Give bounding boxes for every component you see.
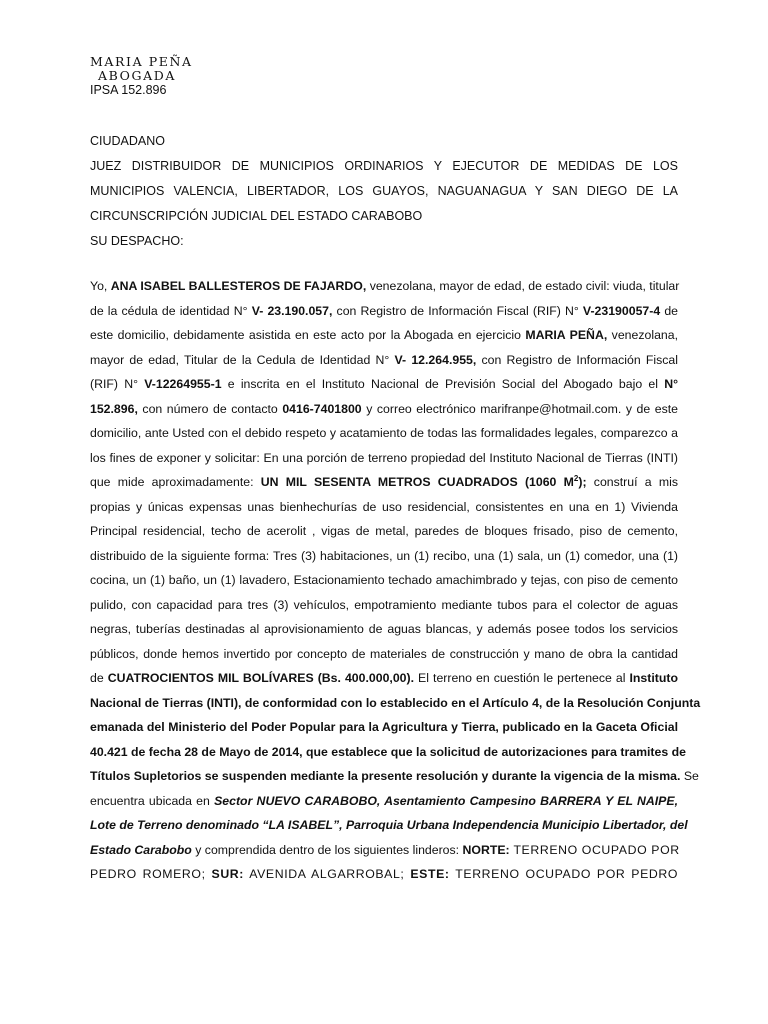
body-line [90,838,678,863]
body-line [90,397,678,422]
boundary-north-label: NORTE: [462,842,510,857]
text-run-bold-italic: Estado Carabobo [90,842,192,857]
text-run-bold: Títulos Supletorios se suspenden mediante la presente resolución y durante la vigencia de la misma. [90,769,681,783]
text-run: y correo electrónico marifranpe@hotmail.com. y de este [361,401,678,416]
body-line [90,789,678,814]
body-line [90,372,678,397]
body-line-bold-italic: Lote de Terreno denominado “LA ISABEL”, Parroquia Urbana Independencia Municipio Libertador, del [90,818,688,832]
boundary-south-label: SUR: [211,867,244,881]
text-run: de la cédula de identidad N° [90,303,252,318]
addressee-line-3: CIRCUNSCRIPCIÓN JUDICIAL DEL ESTADO CARABOBO [90,209,423,223]
text-run: (RIF) N° [90,377,145,391]
body-line: domicilio, ante Usted con el debido respeto y acatamiento de todas las formalidades legales, comparezco a [90,426,678,440]
body-line [90,323,678,348]
body-line: públicos, donde hemos invertido por concepto de materiales de construcción y mano de obra la cantidad [90,646,678,661]
text-run: este domicilio, debidamente asistida en este acto por la Abogada en ejercicio [90,328,526,342]
lawyer-rif: V-12264955-1 [144,377,222,391]
lawyer-ipsa-inline: 152.896, [90,401,138,416]
text-run: Yo, [90,279,111,293]
investment-amount: CUATROCIENTOS MIL BOLÍVARES (Bs. 400.000,00). [107,671,415,685]
body-line [90,274,678,299]
body-paragraph [90,274,701,887]
applicant-id: V- 23.190.057, [251,303,333,318]
text-run: construí a mis [586,475,678,489]
addressee-salutation: CIUDADANO [90,134,166,148]
superscript: 2 [573,473,579,483]
lawyer-id: V- 12.264.955, [394,352,477,367]
ipsa-number: IPSA 152.896 [90,83,167,97]
text-run: y comprendida dentro de los siguientes linderos: [191,842,463,857]
body-line [90,299,678,324]
applicant-rif: V-23190057-4 [582,303,661,318]
addressee-block [90,129,678,254]
text-run: con número de contacto [137,401,283,416]
text-run: TERRENO OCUPADO POR [509,842,680,857]
body-line [90,764,699,789]
body-line [90,862,678,887]
text-run: Se [680,769,699,783]
body-line [90,348,678,373]
text-run: mayor de edad, Titular de la Cedula de Identidad N° [90,352,395,367]
body-line: negras, tuberías destinadas al aprovisionamiento de aguas blancas, y además posee todos los servicios [90,622,678,636]
text-run: TERRENO OCUPADO POR PEDRO [449,867,678,881]
text-run: con Registro de Información Fiscal [476,352,678,367]
text-run: PEDRO ROMERO; [90,867,212,881]
body-line-bold: 40.421 de fecha 28 de Mayo de 2014, que establece que la solicitud de autorizaciones para tramites de [90,744,686,759]
body-line [90,666,678,691]
addressee-line-1: JUEZ DISTRIBUIDOR DE MUNICIPIOS ORDINARIOS Y EJECUTOR DE MEDIDAS DE LOS [90,159,678,173]
body-line-bold: emanada del Ministerio del Poder Popular para la Agricultura y Tierra, publicado en la Gaceta Oficial [90,720,678,734]
text-run: El terreno en cuestión le pertenece al [414,671,630,685]
lawyer-name: MARIA PEÑA [90,54,193,69]
body-line: Principal residencial, techo de acerolit , vigas de metal, paredes de bloques frisado, piso de cemento, [90,524,678,538]
land-area [261,475,587,489]
text-run-bold: UN MIL SESENTA METROS CUADRADOS (1060 M [260,475,574,489]
body-line: distribuido de la siguiente forma: Tres (3) habitaciones, un (1) recibo, una (1) sala, un (1) comedor, una (1) [90,548,678,563]
text-run: de [90,671,108,685]
boundary-east-label: ESTE: [410,867,450,881]
text-run-bold: ); [578,475,587,489]
text-run: venezolana, [607,328,679,342]
body-line [90,470,678,495]
text-run: AVENIDA ALGARROBAL; [243,867,411,881]
text-run: con Registro de Información Fiscal (RIF) N° [332,303,583,318]
property-location: Sector NUEVO CARABOBO, Asentamiento Campesino BARRERA Y EL NAIPE, [214,793,678,808]
text-run: que mide aproximadamente: [90,475,261,489]
applicant-name: ANA ISABEL BALLESTEROS DE FAJARDO, [110,279,367,293]
text-run: de [660,303,678,318]
addressee-line-2: MUNICIPIOS VALENCIA, LIBERTADOR, LOS GUAYOS, NAGUANAGUA Y SAN DIEGO DE LA [90,184,678,198]
lawyer-name-inline: MARIA PEÑA, [525,328,608,342]
body-line: pulido, con capacidad para tres (3) vehículos, empotramiento mediante tubos para el colector de aguas [90,597,678,612]
body-line-bold: Nacional de Tierras (INTI), de conformidad con lo establecido en el Artículo 4, de la Resolución Conjunta [90,695,701,710]
text-run: e inscrita en el Instituto Nacional de Previsión Social del Abogado bajo el [221,377,665,391]
text-run-bold: Instituto [629,671,678,685]
letterhead [90,54,390,98]
body-line: propias y únicas expensas unas bienhechurías de uso residencial, consistentes en una en 1) Vivienda [90,499,678,514]
addressee-office: SU DESPACHO: [90,234,184,248]
contact-phone: 0416-7401800 [282,401,362,416]
body-line: cocina, un (1) baño, un (1) lavadero, Estacionamiento techado amachimbrado y tejas, con piso de cemento [90,573,678,587]
lawyer-title: ABOGADA [98,68,176,83]
text-run: venezolana, mayor de edad, de estado civil: viuda, titular [366,279,680,293]
text-run: encuentra ubicada en [90,793,215,808]
body-line: los fines de exponer y solicitar: En una porción de terreno propiedad del Instituto Nacional de Tierras (INTI) [90,450,678,465]
text-run-bold: N° [664,377,679,391]
